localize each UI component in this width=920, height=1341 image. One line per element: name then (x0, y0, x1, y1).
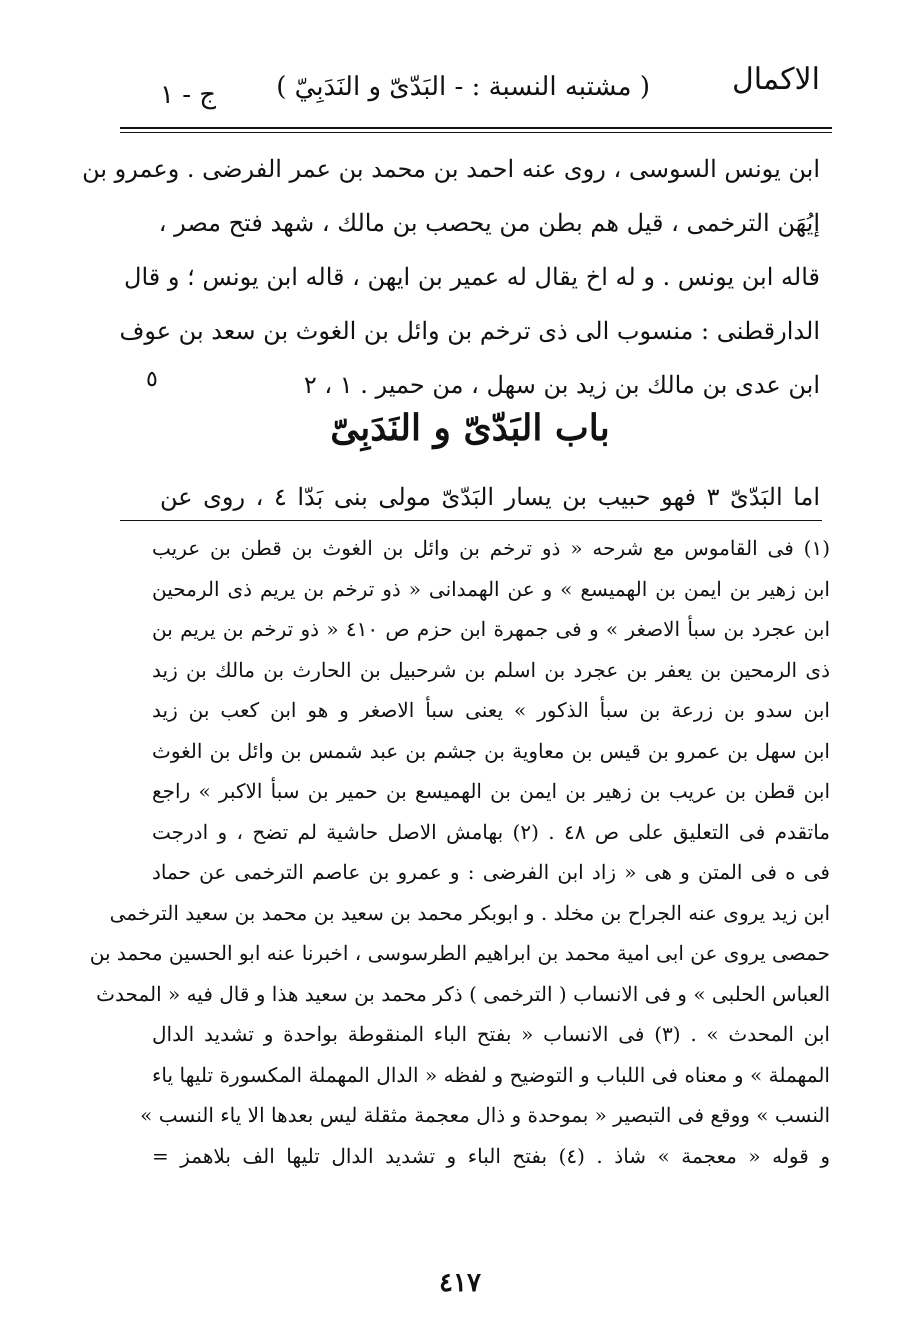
footnote-separator (120, 520, 822, 521)
footnote-line: العباس الحلبى » و فى الانساب ( الترخمى ) ذكر محمد بن سعيد هذا و قال فيه « المحدث (96, 981, 830, 1006)
margin-line-number: ٥ (146, 367, 158, 392)
footnote-line: ابن عجرد بن سبأ الاصغر » و فى جمهرة ابن حزم ص ٤١٠ « ذو ترخم بن يريم بن (152, 617, 831, 641)
footnote-line: ابن سدو بن زرعة بن سبأ الذكور » يعنى سبأ الاصغر و هو ابن كعب بن زيد (152, 698, 830, 722)
header-rule-thin (120, 132, 832, 133)
main-line: الدارقطنى : منسوب الى ذى ترخم بن وائل بن الغوث بن سعد بن عوف (119, 317, 820, 345)
footnote-line: ابن قطن بن عريب بن زهير بن ايمن بن الهميسع بن حمير بن سبأ الاكبر » راجع (152, 779, 830, 803)
volume-number: ج - ١ (160, 80, 217, 110)
book-title: الاكمال (731, 62, 820, 97)
footnote-line: (١) فى القاموس مع شرحه « ذو ترخم بن وائل بن الغوث بن قطن بن عريب (152, 536, 830, 560)
page-number: ٤١٧ (439, 1268, 481, 1298)
main-line: إيُهَن الترخمى ، قيل هم بطن من يحصب بن مالك ، شهد فتح مصر ، (158, 209, 820, 237)
footnote-line: فى ه فى المتن و هى « زاد ابن الفرضى : و عمرو بن عاصم الترخمى عن حماد (152, 860, 830, 884)
footnote-line: ماتقدم فى التعليق على ص ٤٨ . (٢) بهامش الاصل حاشية لم تضح ، و ادرجت (152, 819, 831, 844)
footnote-line: ابن زهير بن ايمن بن الهميسع » و عن الهمدانى « ذو ترخم بن يريم ذى الرمحين (152, 576, 830, 601)
footnote-line: ابن سهل بن عمرو بن قيس بن معاوية بن جشم بن عبد شمس بن وائل بن الغوث (152, 738, 830, 763)
footnote-line: النسب » ووقع فى التبصير « بموحدة و ذال معجمة مثقلة ليس بعدها الا ياء النسب » (140, 1103, 830, 1127)
footnote-line: المهملة » و معناه فى اللباب و التوضيح و لفظه « الدال المهملة المكسورة تليها ياء (152, 1062, 830, 1087)
running-head: ( مشتبه النسبة : - البَدّىّ و النَدَبِيّ ) (276, 72, 650, 102)
section-title: باب البَدّىّ و النَدَبِىّ (330, 407, 610, 449)
main-line: ابن يونس السوسى ، روى عنه احمد بن محمد بن عمر الفرضى . وعمرو بن (82, 155, 820, 183)
footnote-line: حمصى يروى عن ابى امية محمد بن ابراهيم الطرسوسى ، اخبرنا عنه ابو الحسين محمد بن (89, 941, 830, 965)
header-rule-thick (120, 127, 832, 129)
main-text-block (82, 142, 820, 412)
intro-block (160, 470, 820, 524)
footnote-line: ابن زيد يروى عنه الجراح بن مخلد . و ابوبكر محمد بن سعيد بن محمد بن سعيد الترخمى (109, 900, 830, 925)
footnote-line: ابن المحدث » . (٣) فى الانساب « بفتح الباء المنقوطة بواحدة و تشديد الدال (152, 1022, 830, 1046)
main-line: قاله ابن يونس . و له اخ يقال له عمير بن ايهن ، قاله ابن يونس ؛ و قال (124, 263, 820, 291)
footnotes-block (89, 528, 831, 1176)
footnote-line: و قوله « معجمة » شاذ . (٤) بفتح الباء و تشديد الدال تليها الف بلاهمز = (152, 1143, 830, 1168)
intro-line: اما البَدّىّ ٣ فهو حبيب بن يسار البَدّىّ مولى بنى بَدّا ٤ ، روى عن (160, 483, 821, 511)
footnote-line: ذى الرمحين بن يعفر بن عجرد بن اسلم بن شرحبيل بن الحارث بن مالك بن زيد (152, 657, 830, 682)
main-line: ابن عدى بن مالك بن زيد بن سهل ، من حمير . ١ ، ٢ (303, 371, 820, 399)
